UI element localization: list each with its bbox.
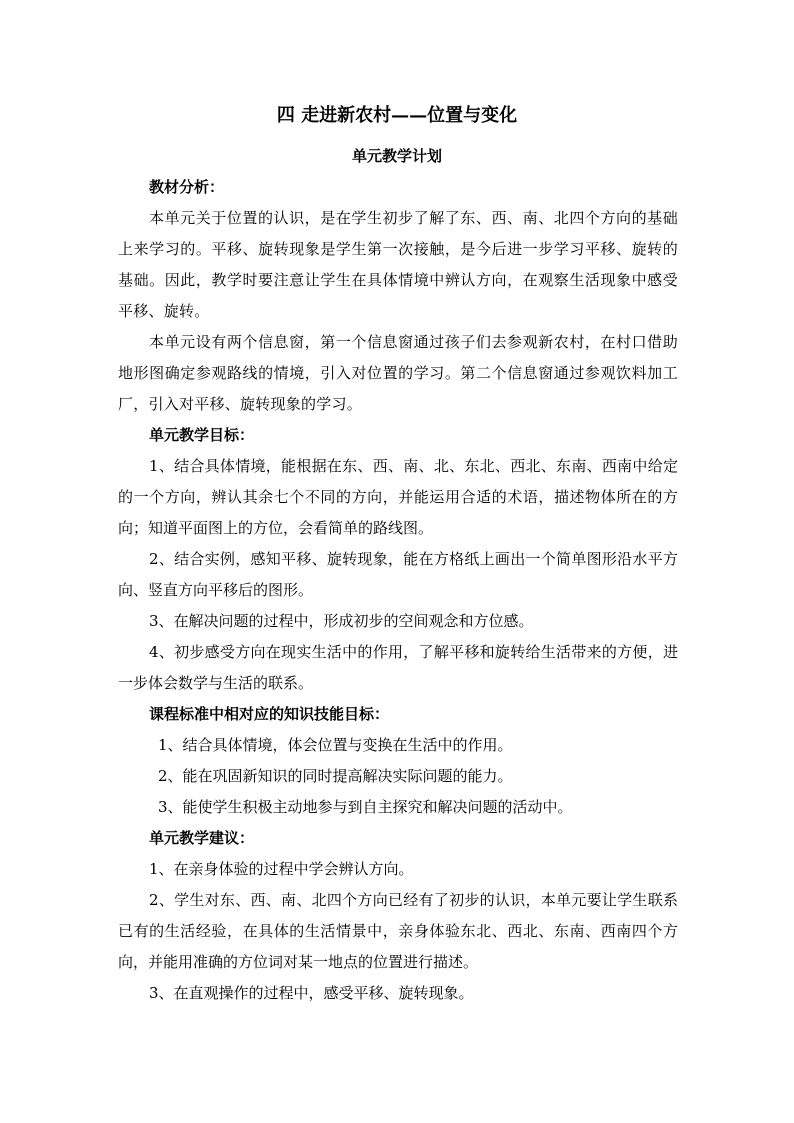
document-subtitle: 单元教学计划	[351, 147, 442, 165]
document-title: 四 走进新农村——位置与变化	[276, 105, 518, 126]
standard-item: 2、能在巩固新知识的同时提高解决实际问题的能力。	[158, 767, 513, 785]
standard-item: 1、结合具体情境，体会位置与变换在生活中的作用。	[158, 736, 513, 754]
suggestion-paragraph: 2、学生对东、西、南、北四个方向已经有了初步的认识，本单元要让学生联系已有的生活经验，在具体的生活情景中，亲身体验东北、西北、东南、西南四个方向，并能用准确的方位词对某一地点的位置进行描述。	[118, 891, 678, 971]
goal-paragraph: 2、结合实例，感知平移、旋转现象，能在方格纸上画出一个简单图形沿水平方向、竖直方向平移后的图形。	[118, 550, 678, 599]
goal-paragraph: 1、结合具体情境，能根据在东、西、南、北、东北、西北、东南、西南中给定的一个方向，辨认其余七个不同的方向，并能运用合适的术语，描述物体所在的方向；知道平面图上的方位，会看简单的路线图。	[118, 457, 678, 537]
goal-paragraph: 4、初步感受方向在现实生活中的作用，了解平移和旋转给生活带来的方便，进一步体会数学与生活的联系。	[118, 643, 678, 692]
document-body	[118, 172, 678, 1009]
analysis-paragraph: 本单元关于位置的认识，是在学生初步了解了东、西、南、北四个方向的基础上来学习的。平移、旋转现象是学生第一次接触，是今后进一步学习平移、旋转的基础。因此，教学时要注意让学生在具体情境中辨认方向，在观察生活现象中感受平移、旋转。	[118, 209, 678, 320]
goal-paragraph: 3、在解决问题的过程中，形成初步的空间观念和方位感。	[149, 612, 534, 630]
analysis-paragraph: 本单元设有两个信息窗，第一个信息窗通过孩子们去参观新农村，在村口借助地形图确定参观路线的情境，引入对位置的学习。第二个信息窗通过参观饮料加工厂，引入对平移、旋转现象的学习。	[118, 333, 678, 413]
section-heading-standards: 课程标准中相对应的知识技能目标：	[149, 705, 390, 723]
suggestion-paragraph: 1、在亲身体验的过程中学会辨认方向。	[149, 860, 414, 878]
section-heading-goals: 单元教学目标：	[149, 426, 255, 444]
section-heading-analysis: 教材分析：	[149, 178, 225, 196]
section-heading-suggestions: 单元教学建议：	[149, 829, 255, 847]
standard-item: 3、能使学生积极主动地参与到自主探究和解决问题的活动中。	[158, 798, 573, 816]
suggestion-paragraph: 3、在直观操作的过程中，感受平移、旋转现象。	[149, 984, 474, 1002]
